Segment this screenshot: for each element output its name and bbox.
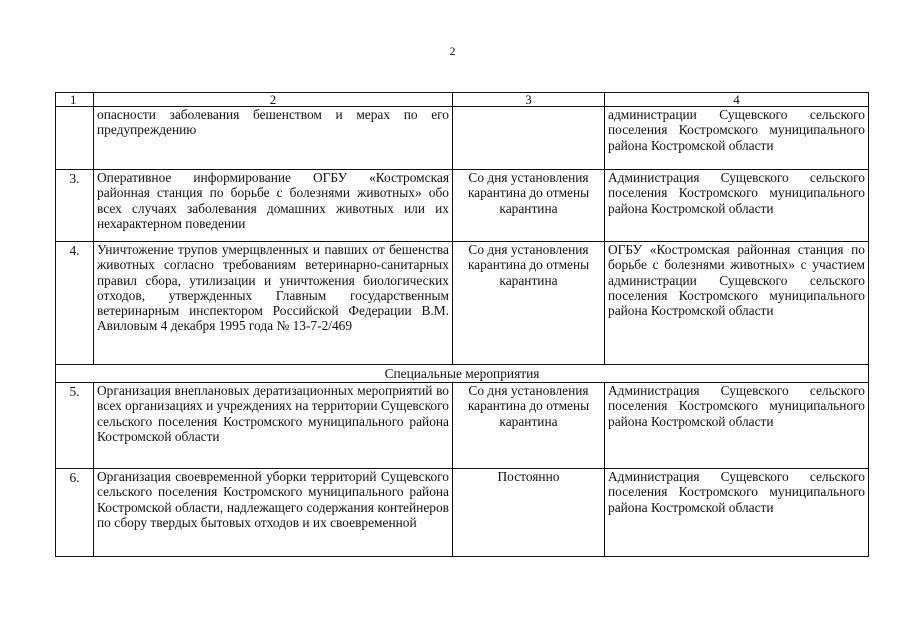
row-number: 5. <box>56 383 94 469</box>
section-row <box>56 365 869 383</box>
responsible-cell: Администрация Сущевского сельского поселения Костромского муниципального района Костромской области <box>605 383 869 469</box>
measure-cell: Организация внеплановых дератизационных мероприятий во всех организациях и учреждениях на территории Сущевского сельского поселения Костромского муниципального района Костромской области <box>94 383 453 469</box>
measure-cell: Организация своевременной уборки территорий Сущевского сельского поселения Костромского муниципального района Костромской области, надлежащего содержания контейнеров по сбору твердых бытовых отходов и их своевременной <box>94 469 453 557</box>
responsible-cell: Администрация Сущевского сельского поселения Костромского муниципального района Костромской области <box>605 170 869 242</box>
table-row <box>56 383 869 469</box>
term-cell <box>453 107 605 170</box>
header-col-2: 2 <box>94 93 453 107</box>
responsible-cell: ОГБУ «Костромская районная станция по борьбе с болезнями животных» с участием администрации Сущевского сельского поселения Костромского муниципального района Костромской области <box>605 242 869 365</box>
section-title: Специальные мероприятия <box>56 365 869 383</box>
row-number: 4. <box>56 242 94 365</box>
term-cell: Постоянно <box>453 469 605 557</box>
term-cell: Со дня установления карантина до отмены карантина <box>453 383 605 469</box>
table-row <box>56 170 869 242</box>
measure-cell: Оперативное информирование ОГБУ «Костромская районная станция по борьбе с болезнями животных» обо всех случаях заболевания домашних животных или их нехарактерном поведении <box>94 170 453 242</box>
header-col-4: 4 <box>605 93 869 107</box>
row-number: 6. <box>56 469 94 557</box>
table-row-continuation <box>56 107 869 170</box>
row-number <box>56 107 94 170</box>
table-row <box>56 242 869 365</box>
term-cell: Со дня установления карантина до отмены карантина <box>453 170 605 242</box>
table-row <box>56 469 869 557</box>
table-header-row <box>56 93 869 107</box>
responsible-cell: администрации Сущевского сельского поселения Костромского муниципального района Костромской области <box>605 107 869 170</box>
measure-cell: опасности заболевания бешенством и мерах по его предупреждению <box>94 107 453 170</box>
term-cell: Со дня установления карантина до отмены карантина <box>453 242 605 365</box>
responsible-cell: Администрация Сущевского сельского поселения Костромского муниципального района Костромской области <box>605 469 869 557</box>
row-number: 3. <box>56 170 94 242</box>
header-col-1: 1 <box>56 93 94 107</box>
measure-cell: Уничтожение трупов умерщвленных и павших от бешенства животных согласно требованиям ветеринарно-санитарных правил сбора, утилизации и уничтожения биологических отходов, утвержденных Главным государственным ветеринарным инспектором Российской Федерации В.М. Авиловым 4 декабря 1995 года № 13-7-2/469 <box>94 242 453 365</box>
page-number: 2 <box>449 44 456 58</box>
measures-table <box>55 92 869 557</box>
header-col-3: 3 <box>453 93 605 107</box>
